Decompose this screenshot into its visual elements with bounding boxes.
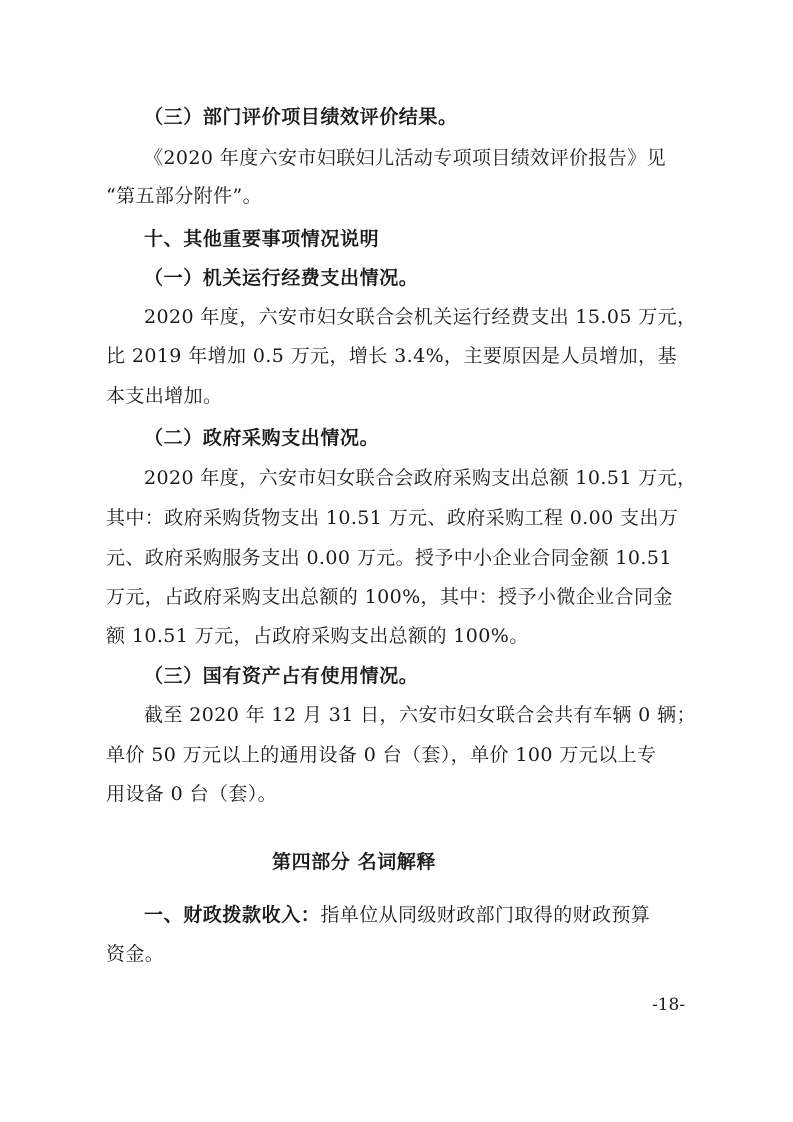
sub1-text-line-3: 本支出增加。: [106, 385, 223, 407]
term1-text: 指单位从同级财政部门取得的财政预算: [320, 904, 651, 926]
sub3-text-line-3: 用设备 0 台（套）。: [106, 783, 278, 805]
sub2-text-line-3: 元、政府采购服务支出 0.00 万元。授予中小企业合同金额 10.51: [106, 547, 672, 569]
section3-heading: （三）部门评价项目绩效评价结果。: [144, 106, 458, 128]
sub3-heading: （三）国有资产占有使用情况。: [144, 665, 419, 687]
section3-text-line-1: 《2020 年度六安市妇联妇儿活动专项项目绩效评价报告》见: [144, 147, 666, 169]
part10-heading: 十、其他重要事项情况说明: [144, 228, 380, 250]
sub2-heading: （二）政府采购支出情况。: [144, 427, 380, 449]
sub2-text-line-5: 额 10.51 万元，占政府采购支出总额的 100%。: [106, 625, 529, 647]
sub3-text-line-2: 单价 50 万元以上的通用设备 0 台（套），单价 100 万元以上专: [106, 744, 657, 766]
part4-heading: 第四部分 名词解释: [272, 851, 437, 873]
sub1-text-line-2: 比 2019 年增加 0.5 万元，增长 3.4%，主要原因是人员增加，基: [106, 345, 677, 367]
sub2-text-line-4: 万元，占政府采购支出总额的 100%，其中：授予小微企业合同金: [106, 586, 673, 608]
term1-line-2: 资金。: [106, 943, 165, 965]
sub3-text-line-1: 截至 2020 年 12 月 31 日，六安市妇女联合会共有车辆 0 辆；: [144, 704, 696, 726]
section3-text-line-2: “第五部分附件”。: [106, 185, 263, 207]
sub1-text-line-1: 2020 年度，六安市妇女联合会机关运行经费支出 15.05 万元，: [144, 306, 697, 328]
sub2-text-line-2: 其中：政府采购货物支出 10.51 万元、政府采购工程 0.00 支出万: [106, 507, 679, 529]
page-number: -18-: [652, 995, 686, 1015]
sub2-text-line-1: 2020 年度，六安市妇女联合会政府采购支出总额 10.51 万元，: [144, 467, 697, 489]
term1-line-1: [144, 902, 650, 928]
term1-label: 一、财政拨款收入：: [144, 904, 321, 926]
sub1-heading: （一）机关运行经费支出情况。: [144, 267, 419, 289]
